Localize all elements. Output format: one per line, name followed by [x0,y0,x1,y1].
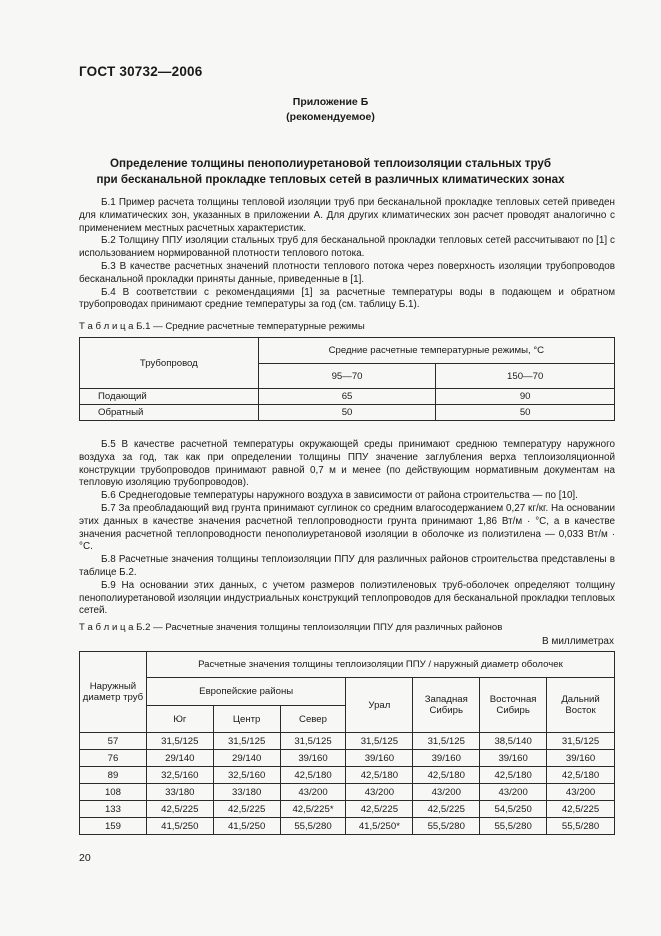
paragraph-b4: Б.4 В соответствии с рекомендациями [1] за расчетные температуры воды в подающем и обратном трубопроводах принимают средние температуры за год (см. таблицу Б.1). [79,286,615,311]
table2-caption: Т а б л и ц а Б.2 — Расчетные значения толщины теплоизоляции ППУ для различных районов [79,622,503,633]
table-row: 57 31,5/125 31,5/125 31,5/125 31,5/125 31,5/125 38,5/140 31,5/125 [80,733,615,750]
table-row: 108 33/180 33/180 43/200 43/200 43/200 43/200 43/200 [80,784,615,801]
table2-units: В миллиметрах [542,636,614,647]
table-row: 159 41,5/250 41,5/250 55,5/280 41,5/250* 55,5/280 55,5/280 55,5/280 [80,818,615,835]
title-line-2: при бесканальной прокладке тепловых сетей в различных климатических зонах [96,173,565,186]
table2-head-ural: Урал [346,678,413,733]
title-line-1: Определение толщины пенополиуретановой теплоизоляции стальных труб [109,157,552,170]
table-row: 89 32,5/160 32,5/160 42,5/180 42,5/180 42,5/180 42,5/180 42,5/180 [80,767,615,784]
annex-type: (рекомендуемое) [286,111,375,123]
table2-head-diameter: Наружный диаметр труб [80,652,147,733]
table1-head-col1: 95—70 [258,364,436,389]
table-b1 [79,337,615,421]
table2-head-far-east: Дальний Восток [547,678,615,733]
table2-head-north: Север [280,706,346,733]
table-row: 133 42,5/225 42,5/225 42,5/225* 42,5/225 42,5/225 54,5/250 42,5/225 [80,801,615,818]
table2-head-south: Юг [146,706,213,733]
table2-head-main: Расчетные значения толщины теплоизоляции ППУ / наружный диаметр оболочек [146,652,614,678]
table2-head-europe: Европейские районы [146,678,346,706]
paragraph-b9: Б.9 На основании этих данных, с учетом размеров полиэтиленовых труб-оболочек определяют толщину пенополиуретановой изоляции индустриальных конструкций теплопроводов для бесканальной прокладки тепловых сетей. [79,579,615,617]
table1-head-modes: Средние расчетные температурные режимы, °С [258,338,614,364]
document-header: ГОСТ 30732—2006 [79,64,203,79]
annex-title: Приложение Б [292,96,369,108]
paragraph-b6: Б.6 Среднегодовые температуры наружного воздуха в зависимости от района строительства — по [10]. [101,490,578,502]
table2-head-west-siberia: Западная Сибирь [413,678,480,733]
table-row: Обратный 50 50 [80,405,615,421]
table2-head-east-siberia: Восточная Сибирь [480,678,547,733]
page-number: 20 [79,852,91,864]
table-row: Подающий 65 90 [80,389,615,405]
table1-caption: Т а б л и ц а Б.1 — Средние расчетные температурные режимы [79,321,365,332]
paragraph-b3: Б.3 В качестве расчетных значений плотности теплового потока через поверхность изоляции трубопроводов бесканальной прокладки приняты данные, приведенные в [1]. [79,260,615,285]
paragraph-b7: Б.7 За преобладающий вид грунта принимают суглинок со средним влагосодержанием 0,27 кг/кг. На основании этих данных в качестве значения расчетной теплопроводности грунта принимают 1,86 Вт/м · °С, а в качестве значения расчетной теплопроводности пенополиуретановой изоляции в оболочке из полиэтилена — 0,033 Вт/м · °С. [79,502,615,553]
table1-head-pipe: Трубопровод [80,338,259,389]
table1-head-col2: 150—70 [436,364,615,389]
paragraph-b1: Б.1 Пример расчета толщины тепловой изоляции труб при бесканальной прокладке тепловых сетей приведен для климатических зон, указанных в приложении А. Для других климатических зон расчет проводят аналогично с применением местных расчетных характеристик. [79,197,615,234]
table-row: 76 29/140 29/140 39/160 39/160 39/160 39/160 39/160 [80,750,615,767]
paragraphs-block-2 [79,439,615,618]
paragraphs-block-1 [79,197,615,312]
paragraph-b8: Б.8 Расчетные значения толщины теплоизоляции ППУ для различных районов строительства представлены в таблице Б.2. [79,554,615,578]
paragraph-b5: Б.5 В качестве расчетной температуры окружающей среды принимают среднюю температуру наружного воздуха за год, так как при определении толщины ППУ значение заглубления верха теплоизоляционной конструкции трубопроводов принимают равной 0,7 м и менее (по действующим нормативным документам на тепловую изоляцию трубопроводов). [79,439,615,489]
table2-head-center: Центр [213,706,280,733]
paragraph-b2: Б.2 Толщину ППУ изоляции стальных труб для бесканальной прокладки тепловых сетей рассчитывают по [1] с использованием нормированной плотности теплового потока. [79,235,615,260]
table-b2 [79,651,615,835]
